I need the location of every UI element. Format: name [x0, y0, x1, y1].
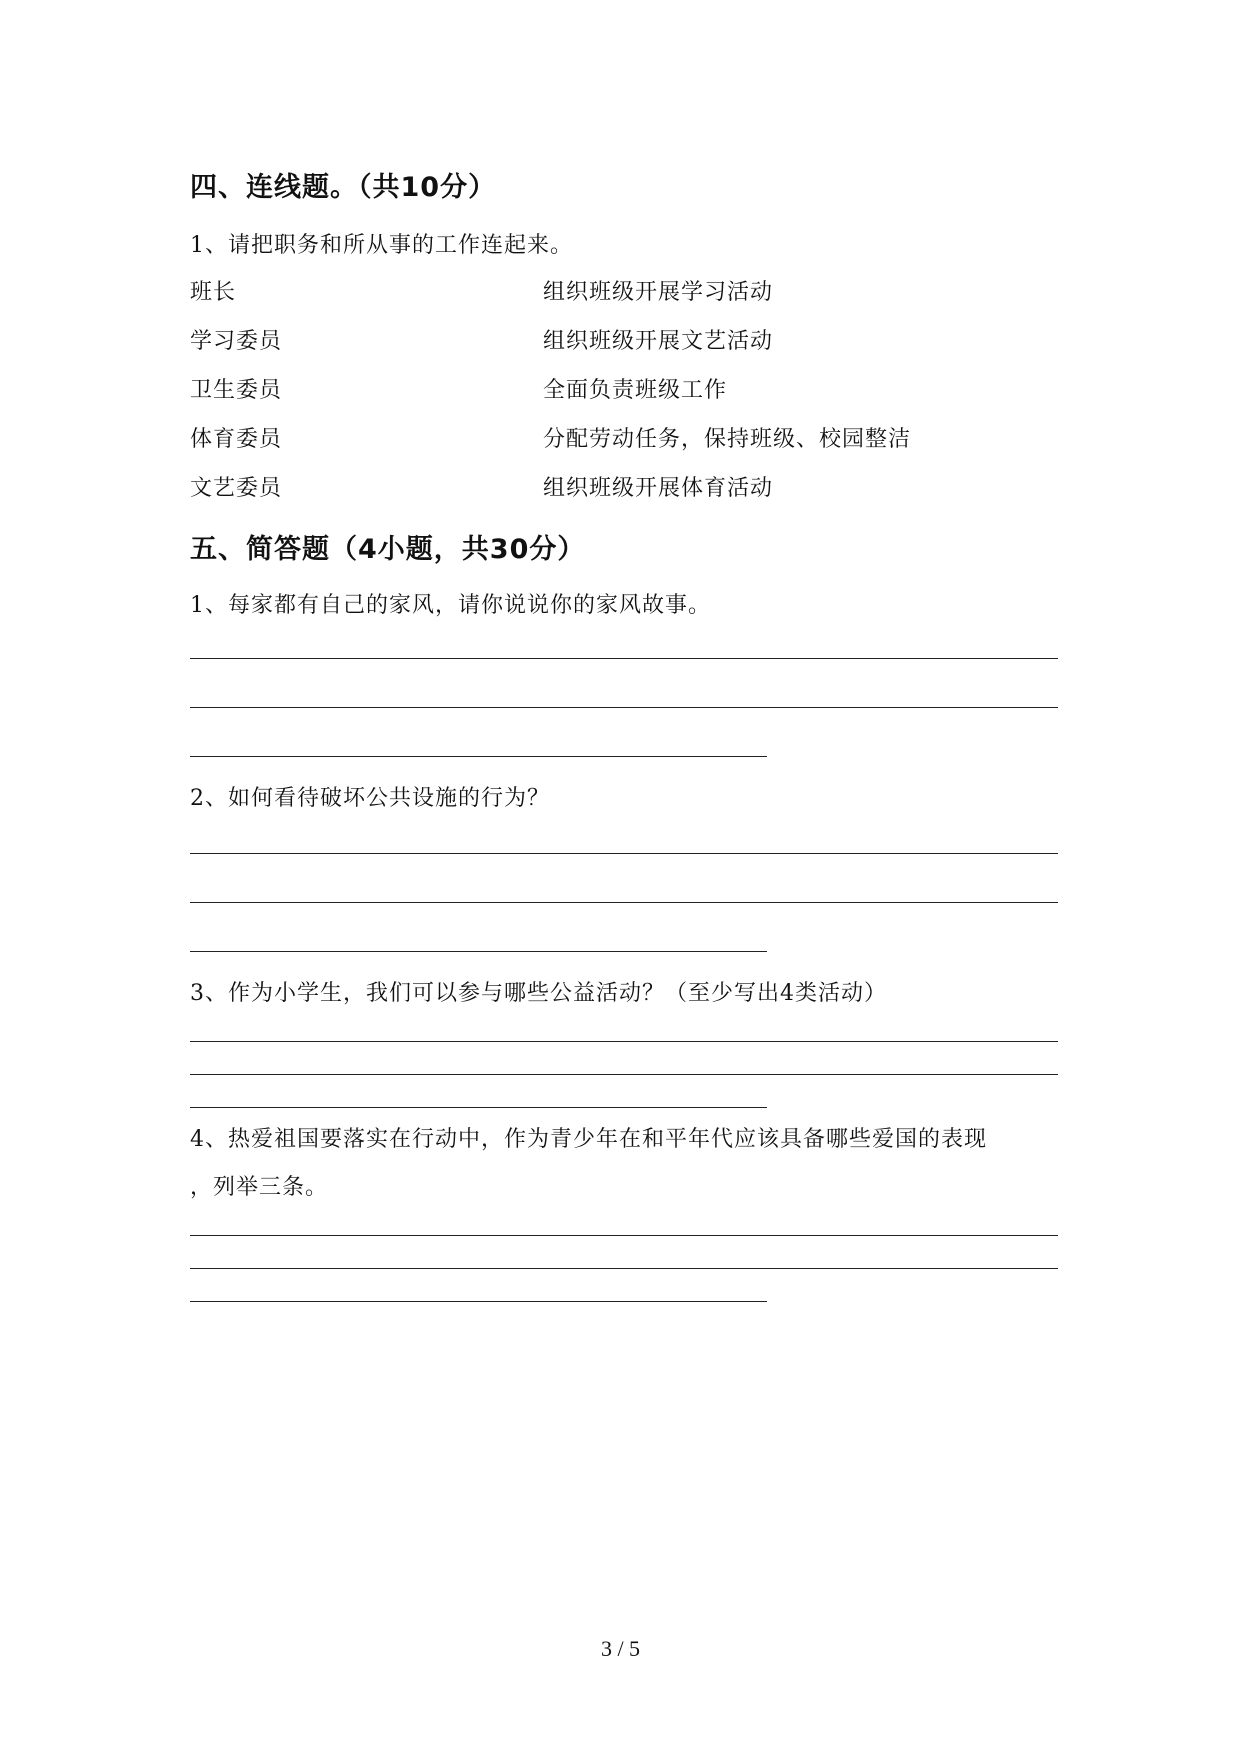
answer-line — [190, 1268, 1058, 1269]
answer-line — [190, 1074, 1058, 1075]
match-right-item: 全面负责班级工作 — [543, 378, 728, 403]
match-left-item: 班长 — [190, 280, 237, 305]
match-right-item: 组织班级开展学习活动 — [543, 280, 774, 305]
question-3: 3、作为小学生，我们可以参与哪些公益活动？（至少写出4类活动） — [190, 981, 887, 1006]
match-right-item: 组织班级开展文艺活动 — [543, 329, 774, 354]
answer-line — [190, 707, 1058, 708]
section4-heading: 四、连线题。（共10分） — [190, 172, 497, 203]
answer-line — [190, 951, 767, 952]
question-2: 2、如何看待破坏公共设施的行为？ — [190, 786, 550, 811]
question-4-continuation: ，列举三条。 — [190, 1175, 329, 1200]
answer-line — [190, 902, 1058, 903]
answer-line — [190, 658, 1058, 659]
match-left-item: 卫生委员 — [190, 378, 283, 403]
match-left-item: 学习委员 — [190, 329, 283, 354]
answer-line — [190, 853, 1058, 854]
match-left-item: 体育委员 — [190, 427, 283, 452]
question-1: 1、每家都有自己的家风，请你说说你的家风故事。 — [190, 593, 711, 618]
answer-line — [190, 1041, 1058, 1042]
answer-line — [190, 1301, 767, 1302]
question-4: 4、热爱祖国要落实在行动中，作为青少年在和平年代应该具备哪些爱国的表现 — [190, 1127, 987, 1152]
section4-question1: 1、请把职务和所从事的工作连起来。 — [190, 233, 573, 258]
answer-line — [190, 756, 767, 757]
section5-heading: 五、简答题（4小题，共30分） — [190, 534, 586, 565]
answer-line — [190, 1107, 767, 1108]
answer-line — [190, 1235, 1058, 1236]
page-number: 3 / 5 — [600, 1636, 641, 1661]
match-left-item: 文艺委员 — [190, 476, 283, 501]
match-right-item: 组织班级开展体育活动 — [543, 476, 774, 501]
match-right-item: 分配劳动任务，保持班级、校园整洁 — [543, 427, 912, 452]
